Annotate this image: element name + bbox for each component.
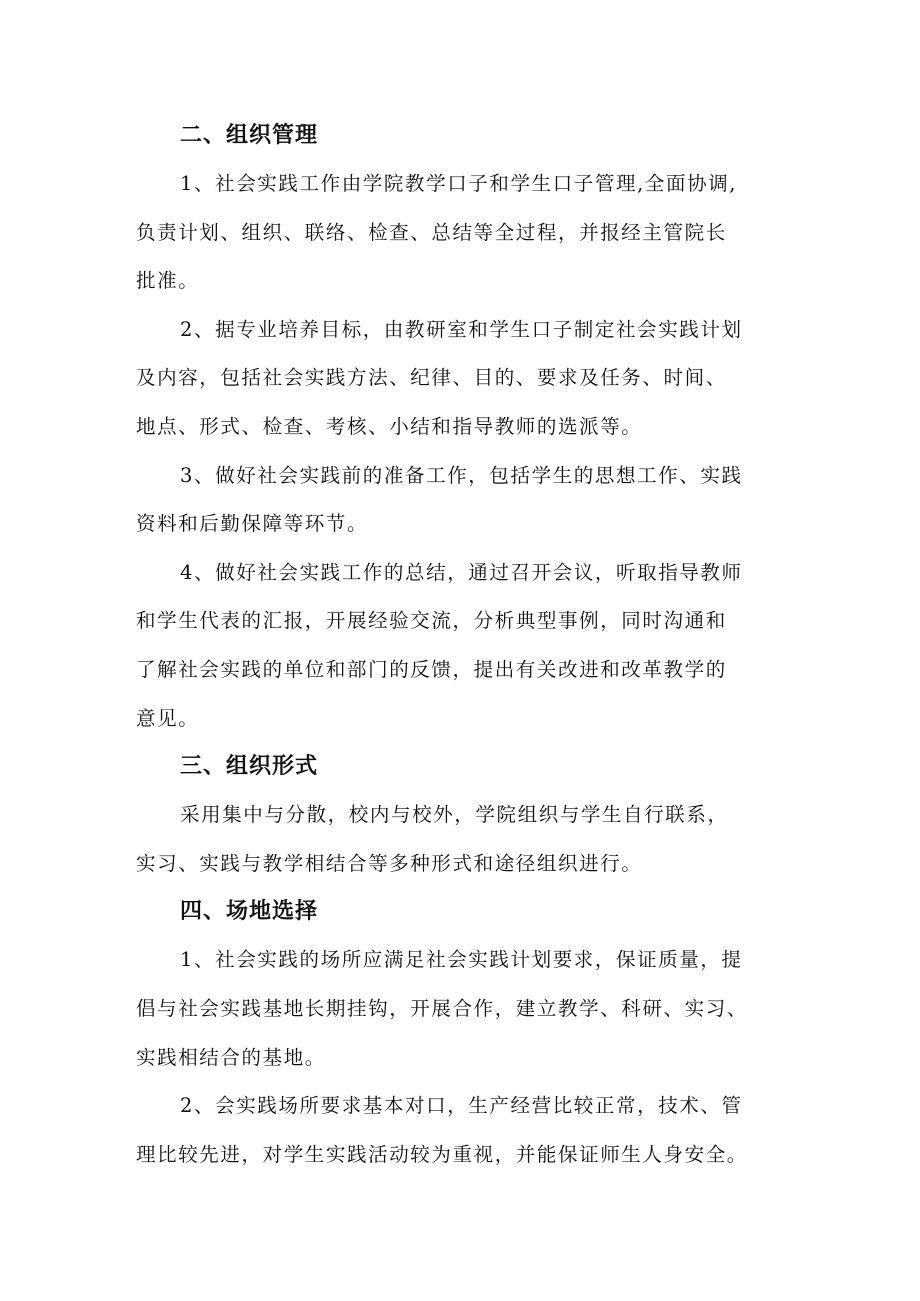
paragraph-line: 理比较先进，对学生实践活动较为重视，并能保证师生人身安全。 [136, 1142, 748, 1166]
paragraph-line: 2、据专业培养目标，由教研室和学生口子制定社会实践计划 [180, 317, 743, 341]
paragraph [136, 306, 796, 452]
paragraph [136, 549, 796, 743]
paragraph-line: 4、做好社会实践工作的总结，通过召开会议，听取指导教师 [180, 560, 743, 584]
paragraph [136, 791, 796, 888]
paragraph-line: 地点、形式、检查、考核、小结和指导教师的选派等。 [136, 414, 643, 438]
paragraph-line: 实习、实践与教学相结合等多种形式和途径组织进行。 [136, 851, 643, 875]
paragraph-line: 采用集中与分散，校内与校外，学院组织与学生自行联系， [180, 803, 729, 827]
paragraph-line: 批准。 [136, 269, 200, 293]
paragraph-line: 1、社会实践的场所应满足社会实践计划要求，保证质量，提 [180, 948, 743, 972]
section-heading: 四、场地选择 [180, 899, 319, 925]
paragraph [136, 936, 796, 1082]
paragraph-line: 2、会实践场所要求基本对口，生产经营比较正常，技术、管 [180, 1094, 743, 1118]
paragraph [136, 160, 796, 306]
paragraph-line: 负责计划、组织、联络、检查、总结等全过程，并报经主管院长 [136, 220, 727, 244]
paragraph-line: 资料和后勤保障等环节。 [136, 512, 369, 536]
section-heading: 二、组织管理 [180, 123, 319, 148]
paragraph-line: 倡与社会实践基地长期挂钩，开展合作，建立教学、科研、实习、 [136, 996, 748, 1020]
paragraph-line: 和学生代表的汇报，开展经验交流，分析典型事例，同时沟通和 [136, 609, 727, 633]
paragraph-line: 及内容，包括社会实践方法、纪律、目的、要求及任务、时间、 [136, 366, 727, 390]
paragraph [136, 452, 796, 549]
paragraph-line: 1、社会实践工作由学院教学口子和学生口子管理,全面协调, [180, 172, 738, 195]
paragraph-line: 3、做好社会实践前的准备工作，包括学生的思想工作、实践 [180, 463, 743, 487]
paragraph-line: 意见。 [136, 706, 200, 730]
section-heading: 三、组织形式 [180, 754, 319, 780]
paragraph-line: 实践相结合的基地。 [136, 1045, 326, 1069]
paragraph-line: 了解社会实践的单位和部门的反馈，提出有关改进和改革教学的 [136, 657, 727, 681]
paragraph [136, 1082, 796, 1179]
document-page [136, 112, 796, 1179]
